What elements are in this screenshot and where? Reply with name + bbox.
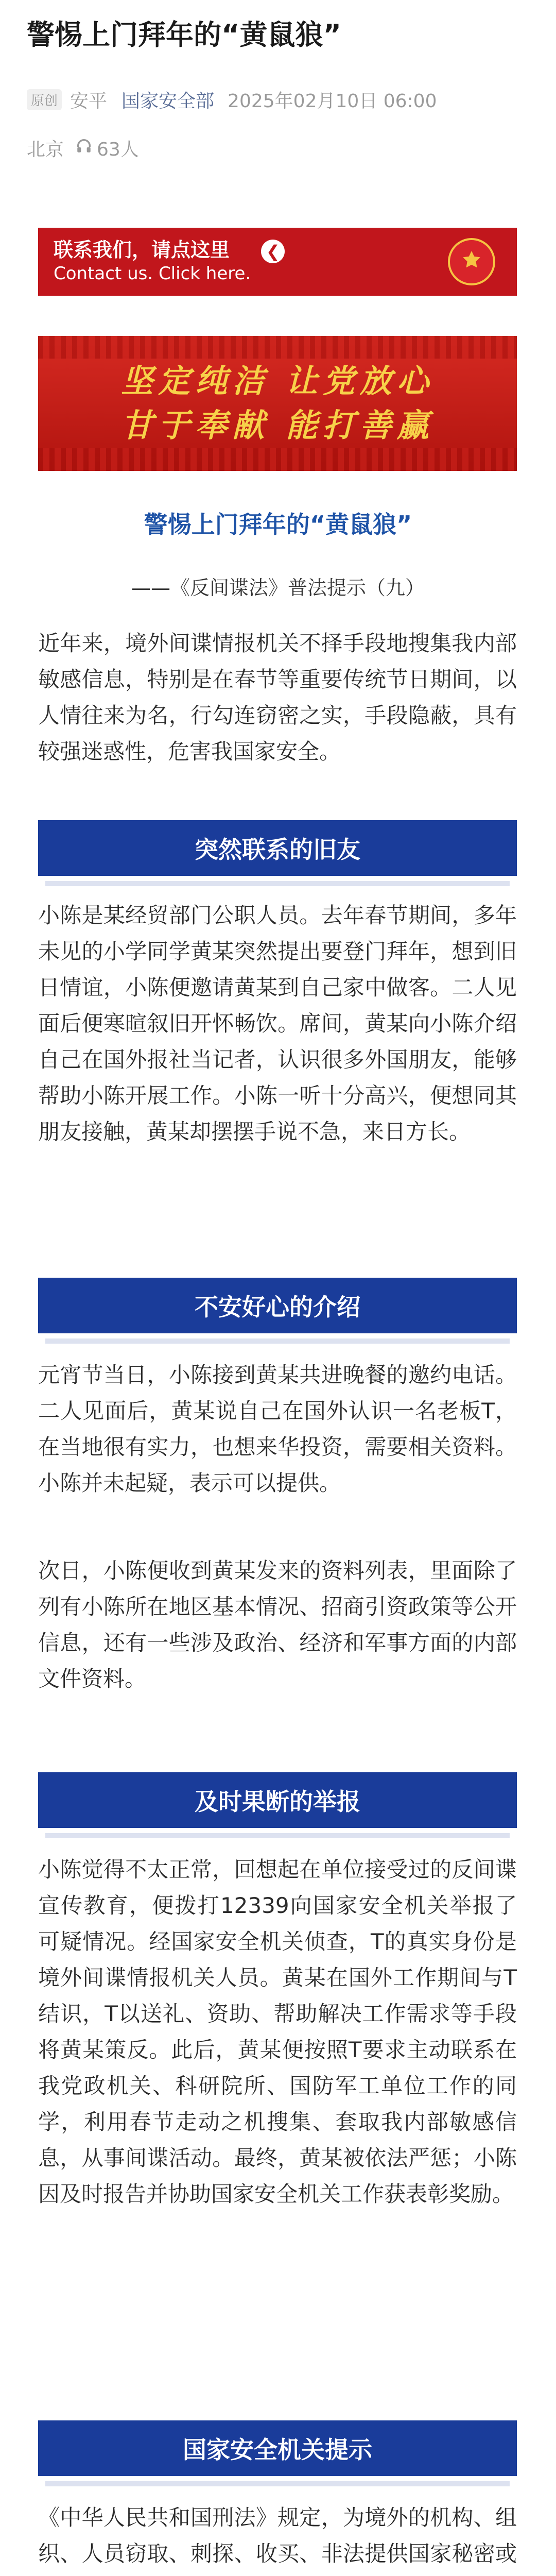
slogan-line-1: 坚定纯洁 让党放心 [121,362,434,400]
section-title-bar: 不安好心的介绍 [38,1278,517,1333]
account-link[interactable]: 国家安全部 [121,90,215,112]
section-paragraph: 小陈是某经贸部门公职人员。去年春节期间，多年未见的小学同学黄某突然提出要登门拜年，想到旧日情谊，小陈便邀请黄某到自己家中做客。二人见面后便寒暄叙旧开怀畅饮。席间，黄某向小陈介绍自己在国外报社当记者，认识很多外国朋友，能够帮助小陈开展工作。小陈一听十分高兴，便想同其朋友接触，黄某却摆摆手说不急，来日方长。 [38,903,517,1144]
section-title-bar: 国家安全机关提示 [38,2420,517,2476]
section-title-bar: 突然联系的旧友 [38,820,517,876]
emblem-icon [448,238,495,285]
section-paragraph: 《中华人民共和国刑法》规定，为境外的机构、组织、人员窃取、刺探、收买、非法提供国家秘密或 [38,2505,517,2566]
contact-label-en: Contact us. Click here. [54,263,251,284]
headphones-icon [75,137,93,159]
intro-paragraph: 近年来，境外间谍情报机关不择手段地搜集我内部敏感信息，特别是在春节等重要传统节日期间，以人情往来为名，行勾连窃密之实，手段隐蔽，具有较强迷惑性，危害我国家安全。 [38,631,517,764]
section-paragraph: 元宵节当日，小陈接到黄某共进晚餐的邀约电话。二人见面后，黄某说自己在国外认识一名老板T，在当地很有实力，也想来华投资，需要相关资料。小陈并未起疑，表示可以提供。 [38,1362,517,1496]
slogan-banner [38,336,517,471]
content-heading: 警惕上门拜年的“黄鼠狼” [144,511,412,538]
slogan-line-2: 甘于奉献 能打善赢 [121,406,434,444]
section-title-bar: 及时果断的举报 [38,1772,517,1828]
content-subtitle: ——《反间谍法》普法提示（九） [131,577,425,599]
article-title: 警惕上门拜年的“黄鼠狼” [27,19,341,51]
contact-us-banner[interactable] [38,228,517,296]
location-text: 北京 [27,139,64,160]
contact-label-zh: 联系我们，请点这里 [54,239,230,261]
listen-count: 63人 [97,139,139,160]
publish-date: 2025年02月10日 06:00 [228,90,437,112]
arrow-left-icon: ❮ [261,240,285,263]
section-paragraph: 次日，小陈便收到黄某发来的资料列表，里面除了列有小陈所在地区基本情况、招商引资政策等公开信息，还有一些涉及政治、经济和军事方面的内部文件资料。 [38,1558,517,1691]
article-meta [27,87,531,112]
author-name: 安平 [70,90,108,112]
article-meta-secondary [27,135,139,161]
section-paragraph: 小陈觉得不太正常，回想起在单位接受过的反间谍宣传教育，便拨打12339向国家安全机关举报了可疑情况。经国家安全机关侦查，T的真实身份是境外间谍情报机关人员。黄某在国外工作期间与T结识，T以送礼、资助、帮助解决工作需求等手段将黄某策反。此后，黄某便按照T要求主动联系在我党政机关、科研院所、国防军工单位工作的同学，利用春节走动之机搜集、套取我内部敏感信息，从事间谍活动。最终，黄某被依法严惩；小陈因及时报告并协助国家安全机关工作获表彰奖励。 [38,1857,517,2207]
original-tag: 原创 [27,89,62,110]
